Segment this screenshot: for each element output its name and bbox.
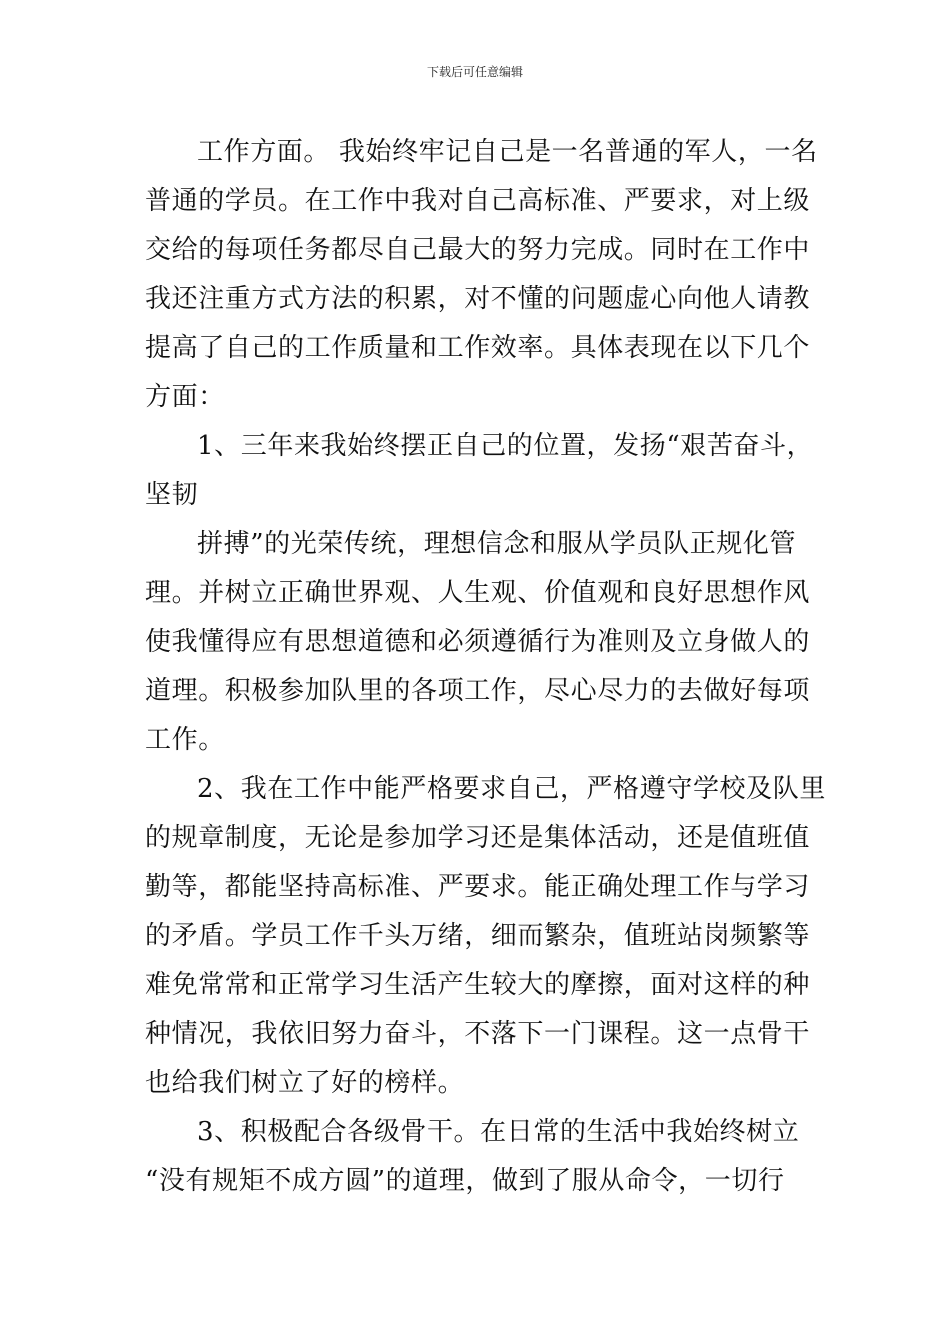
text-line: 勤等，都能坚持高标准、严要求。能正确处理工作与学习 bbox=[145, 872, 811, 902]
text-line: 交给的每项任务都尽自己最大的努力完成。同时在工作中 bbox=[145, 235, 811, 265]
text-line: 理。并树立正确世界观、人生观、价值观和良好思想作风 bbox=[145, 578, 811, 608]
text-line: 道理。积极参加队里的各项工作，尽心尽力的去做好每项 bbox=[145, 676, 811, 706]
document-body bbox=[145, 128, 826, 1206]
text-line: 我还注重方式方法的积累，对不懂的问题虚心向他人请教 bbox=[145, 284, 811, 314]
text-line: 的矛盾。学员工作千头万绪，细而繁杂，值班站岗频繁等 bbox=[145, 921, 811, 951]
page-header-note: 下载后可任意编辑 bbox=[426, 65, 523, 79]
text-line: 方面： bbox=[145, 382, 225, 412]
text-line: 种情况，我依旧努力奋斗，不落下一门课程。这一点骨干 bbox=[145, 1019, 811, 1049]
text-line: 普通的学员。在工作中我对自己高标准、严要求，对上级 bbox=[145, 186, 811, 216]
text-line: 提高了自己的工作质量和工作效率。具体表现在以下几个 bbox=[145, 333, 811, 363]
text-line: 也给我们树立了好的榜样。 bbox=[145, 1068, 465, 1098]
text-line: 3、积极配合各级骨干。在日常的生活中我始终树立 bbox=[197, 1117, 800, 1147]
text-line: “没有规矩不成方圆”的道理，做到了服从命令，一切行 bbox=[145, 1166, 785, 1196]
text-line: 1、三年来我始终摆正自己的位置，发扬“艰苦奋斗， bbox=[197, 431, 814, 461]
text-line: 工作。 bbox=[145, 725, 225, 755]
text-line: 难免常常和正常学习生活产生较大的摩擦，面对这样的种 bbox=[145, 970, 811, 1000]
text-line: 坚韧 bbox=[145, 480, 199, 510]
text-line: 的规章制度，无论是参加学习还是集体活动，还是值班值 bbox=[145, 823, 811, 853]
text-line: 拼搏”的光荣传统，理想信念和服从学员队正规化管 bbox=[197, 529, 797, 559]
text-line: 使我懂得应有思想道德和必须遵循行为准则及立身做人的 bbox=[145, 627, 811, 657]
text-line: 2、我在工作中能严格要求自己，严格遵守学校及队里 bbox=[197, 774, 826, 804]
text-line: 工作方面。 我始终牢记自己是一名普通的军人，一名 bbox=[197, 137, 818, 167]
